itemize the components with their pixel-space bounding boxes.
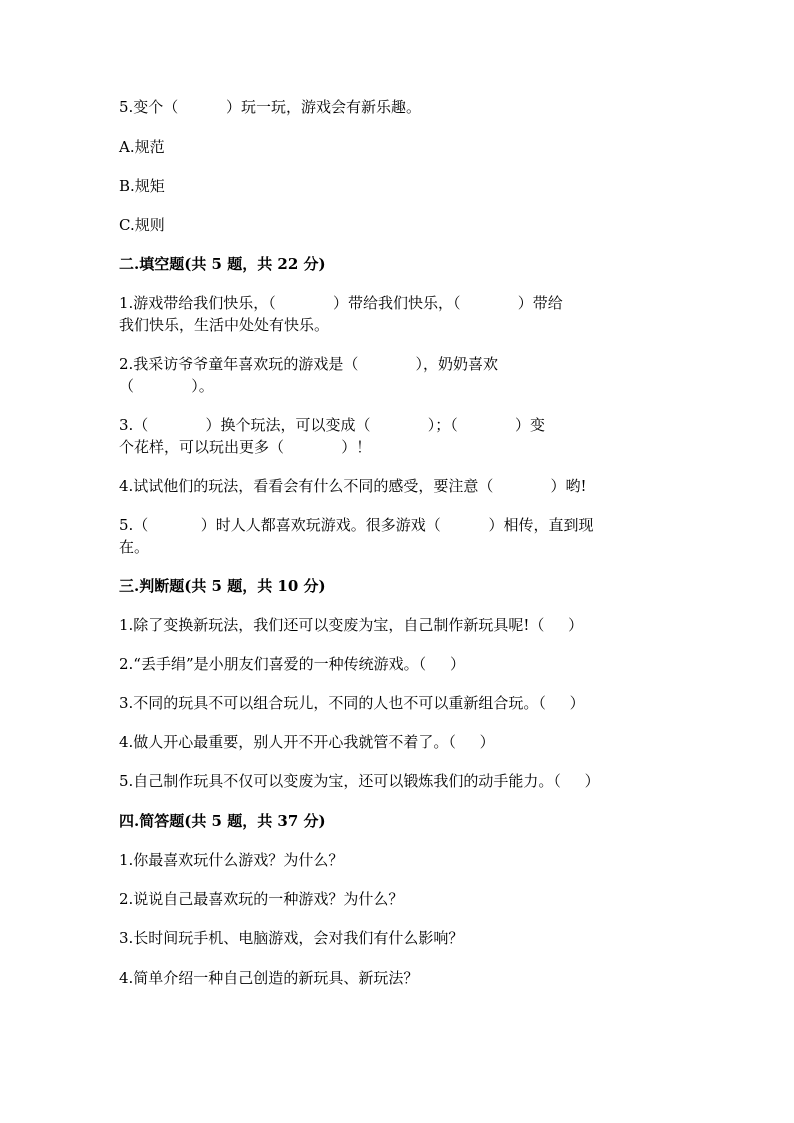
- option-a: A.规范: [119, 138, 165, 156]
- section-3-heading: 三.判断题(共 5 题，共 10 分): [119, 577, 326, 595]
- section-2-heading: 二.填空题(共 5 题，共 22 分): [119, 255, 326, 273]
- short-answer-q2: 2.说说自己最喜欢玩的一种游戏？为什么？: [119, 890, 404, 908]
- fill-q5-line2: 在。: [119, 538, 150, 556]
- judge-q2: 2.“丢手绢”是小朋友们喜爱的一种传统游戏。（ ）: [119, 655, 465, 673]
- fill-q2-line2: （ ）。: [119, 377, 214, 395]
- fill-q5-line1: 5.（ ）时人人都喜欢玩游戏。很多游戏（ ）相传，直到现: [119, 516, 594, 534]
- fill-q3-line1: 3.（ ）换个玩法，可以变成（ ）；（ ）变: [119, 416, 545, 434]
- section-4-heading: 四.简答题(共 5 题，共 37 分): [119, 812, 326, 830]
- fill-q1-line2: 我们快乐，生活中处处有快乐。: [119, 316, 330, 334]
- fill-q2-line1: 2.我采访爷爷童年喜欢玩的游戏是（ ），奶奶喜欢: [119, 355, 499, 373]
- option-c: C.规则: [119, 216, 165, 234]
- judge-q1: 1.除了变换新玩法，我们还可以变废为宝，自己制作新玩具呢!（ ）: [119, 616, 584, 634]
- fill-q1-line1: 1.游戏带给我们快乐，（ ）带给我们快乐，（ ）带给: [119, 294, 563, 312]
- fill-q3-line2: 个花样，可以玩出更多（ ）！: [119, 438, 372, 456]
- short-answer-q3: 3.长时间玩手机、电脑游戏，会对我们有什么影响？: [119, 929, 464, 947]
- mc-question-5: 5.变个（ ）玩一玩，游戏会有新乐趣。: [119, 98, 421, 116]
- judge-q3: 3.不同的玩具不可以组合玩儿，不同的人也不可以重新组合玩。（ ）: [119, 694, 585, 712]
- option-b: B.规矩: [119, 177, 165, 195]
- short-answer-q1: 1.你最喜欢玩什么游戏？为什么？: [119, 851, 344, 869]
- fill-q4: 4.试试他们的玩法，看看会有什么不同的感受，要注意（ ）哟!: [119, 477, 587, 495]
- short-answer-q4: 4.简单介绍一种自己创造的新玩具、新玩法？: [119, 969, 419, 987]
- judge-q5: 5.自己制作玩具不仅可以变废为宝，还可以锻炼我们的动手能力。（ ）: [119, 772, 600, 790]
- judge-q4: 4.做人开心最重要，别人开不开心我就管不着了。（ ）: [119, 733, 495, 751]
